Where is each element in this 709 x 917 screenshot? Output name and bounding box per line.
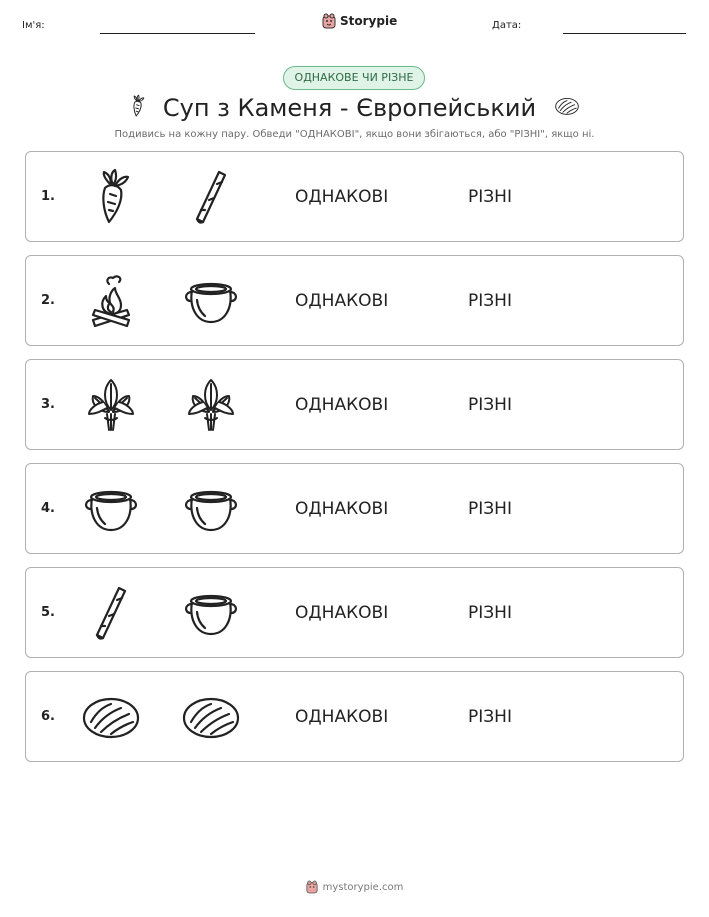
different-option[interactable]: РІЗНІ: [468, 603, 512, 623]
pot-icon: [81, 478, 141, 540]
stick-icon: [81, 582, 141, 644]
storypie-logo-icon: [306, 880, 318, 894]
instructions: Подивись на кожну пару. Обведи "ОДНАКОВІ", якщо вони збігаються, або "РІЗНІ", якщо ні.: [114, 129, 595, 140]
campfire-icon: [81, 270, 141, 332]
row-number: 6.: [41, 709, 55, 724]
different-option[interactable]: РІЗНІ: [468, 395, 512, 415]
bread-icon: [181, 686, 241, 748]
exercise-row: [25, 567, 684, 658]
pot-icon: [181, 478, 241, 540]
exercise-row: [25, 359, 684, 450]
carrot-icon: [125, 90, 149, 126]
date-label: Дата:: [492, 20, 522, 31]
bread-icon: [550, 93, 584, 123]
storypie-logo-icon: [322, 13, 336, 29]
row-number: 1.: [41, 189, 55, 204]
brand-name: Storypie: [340, 14, 398, 28]
different-option[interactable]: РІЗНІ: [468, 499, 512, 519]
same-option[interactable]: ОДНАКОВІ: [295, 707, 389, 727]
bread-icon: [81, 686, 141, 748]
row-number: 2.: [41, 293, 55, 308]
pot-icon: [181, 270, 241, 332]
same-option[interactable]: ОДНАКОВІ: [295, 395, 389, 415]
exercise-row: [25, 671, 684, 762]
same-option[interactable]: ОДНАКОВІ: [295, 291, 389, 311]
same-option[interactable]: ОДНАКОВІ: [295, 603, 389, 623]
herbs-icon: [81, 374, 141, 436]
different-option[interactable]: РІЗНІ: [468, 187, 512, 207]
footer: [0, 880, 709, 894]
different-option[interactable]: РІЗНІ: [468, 707, 512, 727]
exercise-row: [25, 151, 684, 242]
carrot-icon: [81, 166, 141, 228]
row-number: 4.: [41, 501, 55, 516]
row-number: 3.: [41, 397, 55, 412]
exercise-row: [25, 255, 684, 346]
footer-website: mystorypie.com: [322, 881, 404, 893]
row-number: 5.: [41, 605, 55, 620]
worksheet-type-badge: ОДНАКОВЕ ЧИ РІЗНЕ: [283, 66, 425, 90]
name-field[interactable]: [100, 33, 255, 34]
date-field[interactable]: [563, 33, 686, 34]
same-option[interactable]: ОДНАКОВІ: [295, 187, 389, 207]
title-row: [0, 90, 709, 126]
different-option[interactable]: РІЗНІ: [468, 291, 512, 311]
pot-icon: [181, 582, 241, 644]
stick-icon: [181, 166, 241, 228]
herbs-icon: [181, 374, 241, 436]
exercise-row: [25, 463, 684, 554]
page-title: Суп з Каменя - Європейський: [162, 94, 537, 122]
same-option[interactable]: ОДНАКОВІ: [295, 499, 389, 519]
brand: [322, 13, 397, 29]
name-label: Ім'я:: [22, 20, 45, 31]
